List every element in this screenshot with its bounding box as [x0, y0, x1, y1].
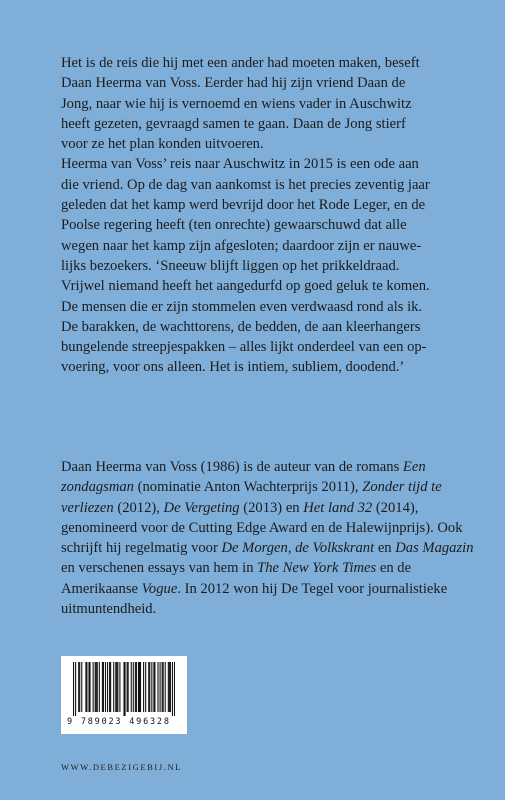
barcode-bar [123, 662, 124, 716]
barcode-bar [154, 662, 155, 712]
barcode-bar [116, 662, 117, 712]
blurb-line: die vriend. Op de dag van aankomst is het precies zeventig jaar [61, 176, 430, 193]
barcode-bar [73, 662, 74, 716]
bio-text: (2013) en [239, 499, 304, 516]
blurb-line: bungelende streepjespakken – alles lijkt onderdeel van een op- [61, 339, 427, 356]
bio-text: (nominatie Anton Wachterprijs 2011), [133, 479, 363, 496]
barcode-bar [107, 662, 108, 712]
bio-text: (2014), genomineerd voor de Cutting Edge Award en de Halewijnprijs). Ook schrijft hij regelmatig voor [61, 499, 463, 557]
barcode-bar [139, 662, 140, 712]
barcode-bar [174, 662, 175, 716]
barcode-bar [96, 662, 97, 712]
barcode-bar [125, 662, 126, 716]
barcode-bar [138, 662, 139, 712]
barcode-bar [97, 662, 98, 712]
blurb-line: voor ze het plan konden uitvoeren. [61, 136, 264, 153]
barcode-bar [103, 662, 104, 712]
barcode-bar [157, 662, 158, 712]
barcode-bar [85, 662, 86, 712]
publisher-website: WWW.DEBEZIGEBIJ.NL [61, 762, 183, 772]
barcode-bar [160, 662, 161, 712]
barcode-bar [162, 662, 163, 712]
bio-title: Das Magazin [395, 540, 474, 557]
bio-text: . In 2012 won hij De Tegel voor journalistieke uitmuntendheid. [61, 580, 448, 618]
barcode-bar [86, 662, 87, 712]
isbn-number: 9 789023 496328 [67, 717, 171, 727]
blurb-line: Daan Heerma van Voss. Eerder had hij zijn vriend Daan de [61, 75, 406, 92]
blurb-line: geleden dat het kamp werd bevrijd door het Rode Leger, en de [61, 197, 426, 214]
barcode-bar [143, 662, 144, 712]
barcode-bar [113, 662, 114, 712]
bio-title: The New York Times [257, 560, 377, 577]
bio-text: en [374, 540, 396, 557]
barcode-bar [109, 662, 110, 712]
bio-title: De Morgen [221, 540, 288, 557]
author-bio-paragraph [61, 457, 481, 619]
barcode-bar [163, 662, 164, 712]
author-bio [61, 457, 481, 619]
blurb-line: lijks bezoekers. ‘Sneeuw blijft liggen op het prikkeldraad. [61, 257, 400, 274]
bio-title: de Volkskrant [295, 540, 375, 557]
blurb-text [61, 53, 481, 378]
barcode-bar [128, 662, 129, 712]
bio-title: Zonder tijd te verliezen [61, 479, 442, 516]
bio-text: Daan Heerma van Voss (1986) is de auteur van de romans [61, 459, 403, 475]
blurb-line: De barakken, de wachttorens, de bedden, de aan kleerhangers [61, 318, 421, 335]
barcode-bar [105, 662, 106, 712]
barcode-bar [95, 662, 96, 712]
barcode-bar [145, 662, 146, 712]
blurb-line: Jong, naar wie hij is vernoemd en wiens vader in Auschwitz [61, 95, 412, 112]
blurb-line: heeft gezeten, gevraagd samen te gaan. Daan de Jong stierf [61, 115, 406, 132]
blurb-line: Vrijwel niemand heeft het aangedurfd op goed geluk te komen. [61, 278, 430, 295]
barcode-bar [131, 662, 132, 712]
blurb-line: Poolse regering heeft (ten onrechte) gewaarschuwd dat alle [61, 217, 407, 234]
blurb-paragraph-2 [61, 154, 481, 377]
isbn-barcode [61, 656, 187, 734]
blurb-paragraph-1 [61, 53, 481, 154]
barcode-bar [172, 662, 173, 716]
bio-text: en verschenen essays van hem in [61, 560, 258, 577]
barcode-bar [140, 662, 141, 712]
barcode-bar [135, 662, 136, 712]
barcode-bar [168, 662, 169, 712]
barcode-bar [153, 662, 154, 712]
bio-text: , [287, 540, 296, 557]
blurb-line: Het is de reis die hij met een ander had moeten maken, beseft [61, 55, 420, 71]
barcode-bar [102, 662, 103, 712]
bio-text: (2012), [113, 499, 164, 516]
blurb-line: Heerma van Voss’ reis naar Auschwitz in 2015 is een ode aan [61, 156, 419, 173]
barcode-bar [165, 662, 166, 712]
barcode-bar [136, 662, 137, 712]
bio-title: Een zondagsman [61, 459, 426, 496]
barcode-bar [89, 662, 90, 712]
barcode-bar [127, 662, 128, 712]
barcode-bar [149, 662, 150, 712]
barcode-bar [99, 662, 100, 712]
bio-text: en de Amerikaanse [61, 560, 412, 597]
blurb-line: wegen naar het kamp zijn afgesloten; daardoor zijn er nauwe- [61, 237, 422, 254]
barcode-bar [78, 662, 79, 712]
bio-title: Vogue [141, 580, 178, 597]
barcode-bar [110, 662, 111, 712]
blurb-line: voering, voor ons alleen. Het is intiem, subliem, doodend.’ [61, 359, 405, 376]
barcode-bars [73, 662, 175, 716]
barcode-bar [119, 662, 120, 712]
bio-title: Het land 32 [303, 499, 373, 516]
blurb-line: De mensen die er zijn stommelen even verdwaasd rond als ik. [61, 298, 423, 315]
bio-title: De Vergeting [163, 499, 240, 516]
barcode-bar [88, 662, 89, 712]
barcode-bar [170, 662, 171, 712]
barcode-bar [169, 662, 170, 712]
barcode-bar [148, 662, 149, 712]
barcode-bar [133, 662, 134, 712]
barcode-bar [81, 662, 82, 712]
barcode-bar [151, 662, 152, 712]
barcode-bar [79, 662, 80, 712]
barcode-bar [75, 662, 76, 716]
barcode-bar [117, 662, 118, 712]
barcode-bar [93, 662, 94, 712]
barcode-bar [115, 662, 116, 712]
